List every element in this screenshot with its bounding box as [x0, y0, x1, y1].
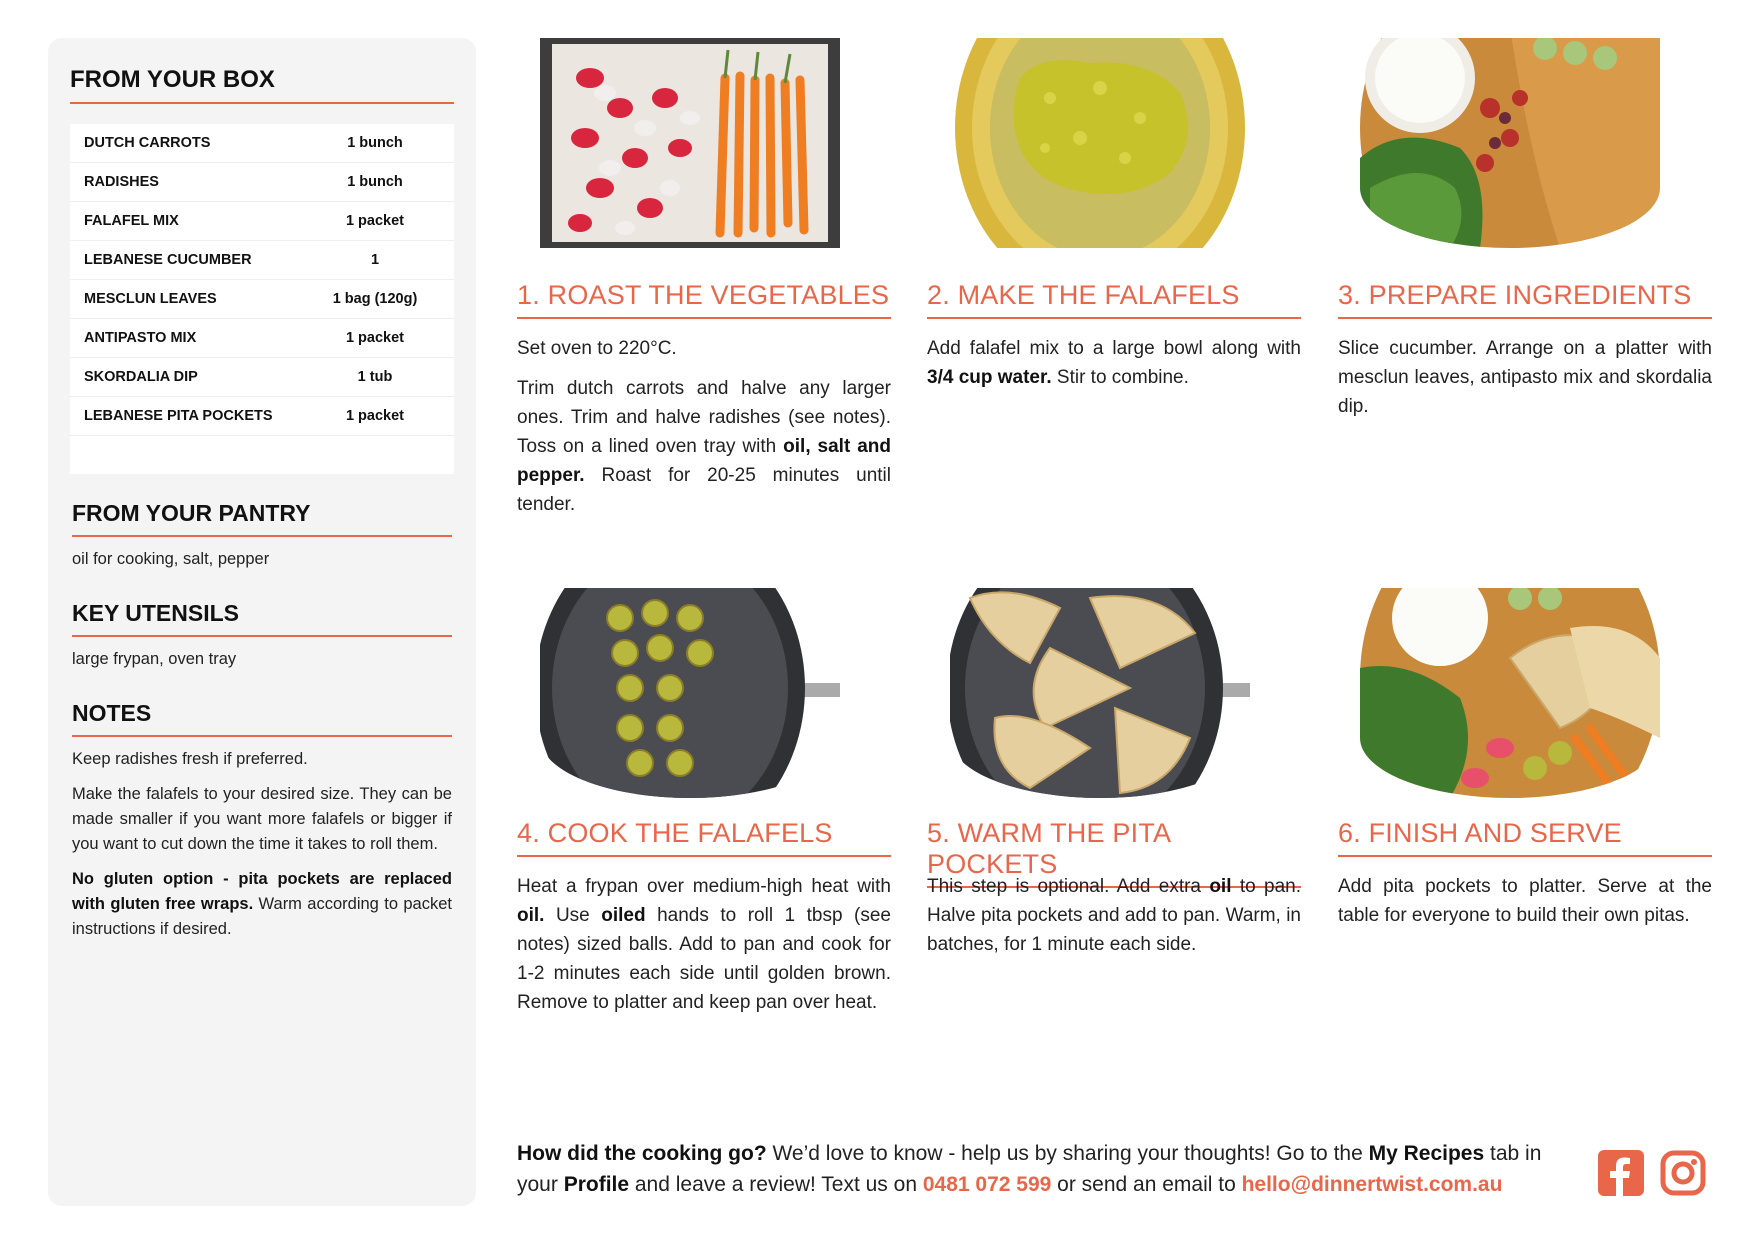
step-2-text — [927, 334, 1301, 403]
list-item — [70, 163, 454, 202]
profile-link[interactable]: Profile — [563, 1173, 630, 1196]
step-1-p2b: oil, salt and pepper. — [517, 436, 891, 486]
ingredient-name: DUTCH CARROTS — [84, 135, 211, 151]
step-6-p1: Add pita pockets to platter. Serve at the table for everyone to build their own pitas. — [1338, 876, 1712, 926]
instagram-icon[interactable] — [1660, 1150, 1706, 1196]
step-1-photo — [540, 38, 840, 248]
step-4-text — [517, 872, 891, 1028]
step-2-p1c: Stir to combine. — [1051, 367, 1189, 388]
footer-text-1: We’d love to know - help us by sharing your thoughts! Go to the — [766, 1142, 1369, 1165]
pantry-section — [70, 500, 454, 572]
footer-question: How did the cooking go? — [517, 1142, 767, 1165]
note-falafel-size: Make the falafels to your desired size. They can be made smaller if you want more falafels or bigger if you want to cut down the time it takes to roll them. — [72, 785, 452, 853]
step-1-p2c: Roast for 20-25 minutes until tender. — [517, 465, 891, 515]
list-item — [70, 280, 454, 319]
step-5-p1b: oil — [1209, 876, 1232, 897]
step-4-p1 — [517, 872, 891, 1017]
feedback-footer — [517, 1138, 1577, 1200]
step-3-title: 3. PREPARE INGREDIENTS — [1338, 280, 1712, 319]
step-2-p1 — [927, 334, 1301, 392]
step-2-title: 2. MAKE THE FALAFELS — [927, 280, 1301, 319]
ingredients-sidebar — [48, 38, 476, 1206]
step-6-title: 6. FINISH AND SERVE — [1338, 818, 1712, 857]
ingredient-qty: 1 bunch — [347, 135, 403, 151]
step-2-p1b: 3/4 cup water. — [927, 367, 1052, 388]
step-5-p1a: This step is optional. Add extra — [927, 876, 1210, 897]
step-1-p2 — [517, 374, 891, 519]
ingredient-qty: 1 packet — [345, 330, 405, 346]
step-4-p1c: Use — [544, 905, 602, 926]
step-4-p1a: Heat a frypan over medium-high heat with — [517, 876, 891, 897]
footer-text-2: tab in your — [517, 1142, 1542, 1196]
step-6-photo — [1360, 588, 1660, 798]
ingredient-qty: 1 tub — [357, 369, 393, 385]
footer-text-3: and leave a review! Text us on — [629, 1173, 923, 1196]
step-5-text — [927, 872, 1301, 970]
utensils-section — [70, 600, 454, 672]
list-item — [70, 319, 454, 358]
step-5-p1c: to pan. Halve pita pockets and add to pan. Warm, in batches, for 1 minute each side. — [927, 876, 1301, 955]
list-item — [70, 358, 454, 397]
list-item — [70, 124, 454, 163]
step-1-title: 1. ROAST THE VEGETABLES — [517, 280, 891, 319]
step-3-p1: Slice cucumber. Arrange on a platter with mesclun leaves, antipasto mix and skordalia dip. — [1338, 338, 1712, 417]
facebook-icon[interactable] — [1598, 1150, 1644, 1196]
ingredient-name: LEBANESE CUCUMBER — [84, 252, 252, 268]
step-5-p1 — [927, 872, 1301, 959]
pantry-title: FROM YOUR PANTRY — [72, 500, 452, 537]
step-6-text — [1338, 872, 1712, 941]
notes-section — [70, 700, 454, 942]
step-1-p2a: Trim dutch carrots and halve any larger ones. Trim and halve radishes (see notes). Toss on a lined oven tray with — [517, 378, 891, 457]
step-4-p1d: oiled — [601, 905, 646, 926]
note-gluten-bold: No gluten option - pita pockets are replaced with gluten free wraps. — [72, 870, 452, 913]
ingredient-qty: 1 packet — [345, 213, 405, 229]
step-4-photo — [540, 588, 840, 798]
ingredient-name: FALAFEL MIX — [84, 213, 179, 229]
box-title: FROM YOUR BOX — [70, 66, 454, 104]
step-3-text — [1338, 334, 1712, 432]
step-3-photo — [1360, 38, 1660, 248]
ingredient-name: RADISHES — [84, 174, 159, 190]
step-1-text — [517, 334, 891, 530]
step-5-title: 5. WARM THE PITA POCKETS — [927, 818, 1301, 888]
ingredient-name: ANTIPASTO MIX — [84, 330, 197, 346]
phone-link[interactable]: 0481 072 599 — [922, 1173, 1052, 1196]
step-4-p1b: oil. — [517, 905, 545, 926]
utensils-title: KEY UTENSILS — [72, 600, 452, 637]
box-ingredient-list — [70, 124, 454, 474]
note-radishes: Keep radishes fresh if preferred. — [72, 750, 308, 768]
utensils-text: large frypan, oven tray — [72, 650, 237, 668]
ingredient-qty: 1 bunch — [347, 174, 403, 190]
ingredient-qty: 1 packet — [345, 408, 405, 424]
ingredient-name: LEBANESE PITA POCKETS — [84, 408, 273, 424]
ingredient-qty: 1 — [370, 252, 380, 268]
note-gluten-rest: Warm according to packet instructions if desired. — [72, 895, 452, 938]
step-4-p1e: hands to roll 1 tbsp (see notes) sized balls. Add to pan and cook for 1-2 minutes each side until golden brown. Remove to platter and keep pan over heat. — [517, 905, 891, 1013]
notes-title: NOTES — [72, 700, 452, 737]
ingredient-name: MESCLUN LEAVES — [84, 291, 217, 307]
list-item — [70, 202, 454, 241]
ingredient-qty: 1 bag (120g) — [332, 291, 418, 307]
pantry-text: oil for cooking, salt, pepper — [72, 550, 270, 568]
step-2-photo — [950, 38, 1250, 248]
step-5-photo — [950, 588, 1250, 798]
my-recipes-link[interactable]: My Recipes — [1368, 1142, 1485, 1165]
step-1-p1: Set oven to 220°C. — [517, 338, 677, 359]
list-item — [70, 397, 454, 436]
step-4-title: 4. COOK THE FALAFELS — [517, 818, 891, 857]
footer-text-4: or send an email to — [1051, 1173, 1242, 1196]
note-gluten — [72, 867, 452, 942]
email-link[interactable]: hello@dinnertwist.com.au — [1241, 1173, 1503, 1196]
list-item — [70, 241, 454, 280]
ingredient-name: SKORDALIA DIP — [84, 369, 198, 385]
step-2-p1a: Add falafel mix to a large bowl along with — [927, 338, 1301, 359]
